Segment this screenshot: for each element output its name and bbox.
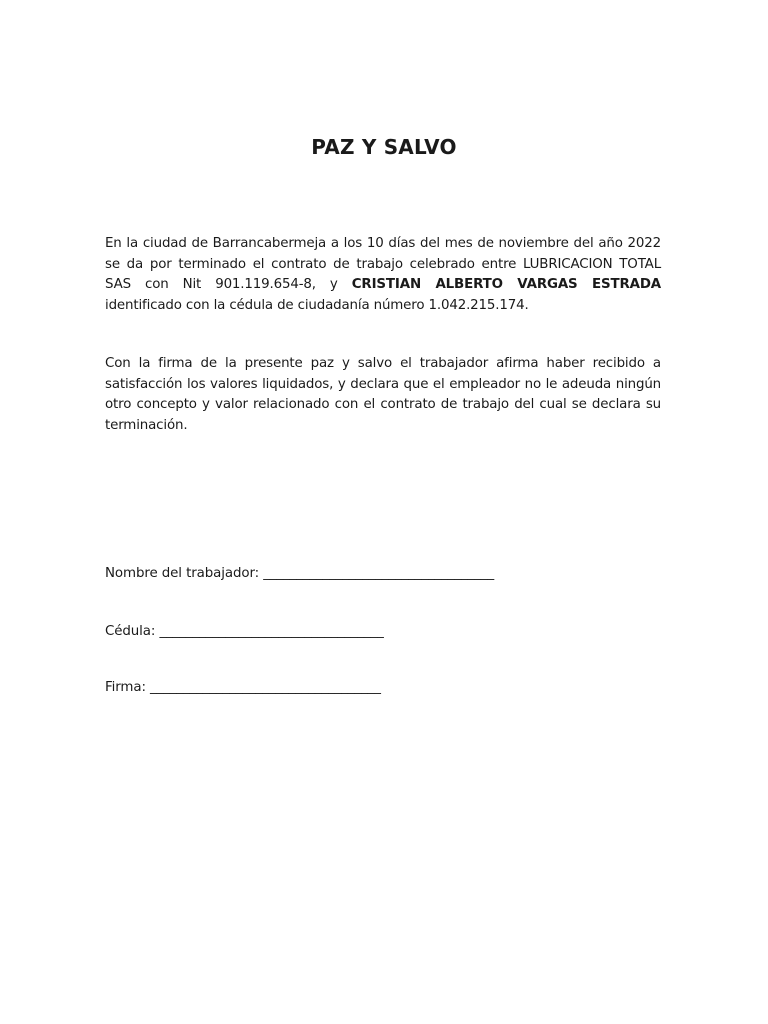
worker-name: CRISTIAN ALBERTO VARGAS ESTRADA [351,277,662,293]
worker-name-field: Nombre del trabajador: ___________________________________ [105,566,495,581]
paragraph-declaration: Con la firma de la presente paz y salvo el trabajador afirma haber recibido a satisfacción los valores liquidados, y declara que el empleador no le adeuda ningún otro concepto y valor relacionado con el contrato de trabajo del cual se declara su terminación. [105,356,661,434]
document-title: PAZ Y SALVO [311,135,457,159]
paragraph-terms-tail: identificado con la cédula de ciudadanía número 1.042.215.174. [105,298,529,314]
signature-field: Firma: ___________________________________ [105,680,381,695]
paragraph-terms-lead: En la ciudad de Barrancabermeja a los 10 días del mes de noviembre del año 2022 se da por terminado el contrato de trabajo celebrado entre LUBRICACION TOTAL SAS con Nit 901.119.654-8, y [105,236,661,293]
paragraph-terms [105,234,661,317]
id-number-field: Cédula: __________________________________ [105,624,384,639]
